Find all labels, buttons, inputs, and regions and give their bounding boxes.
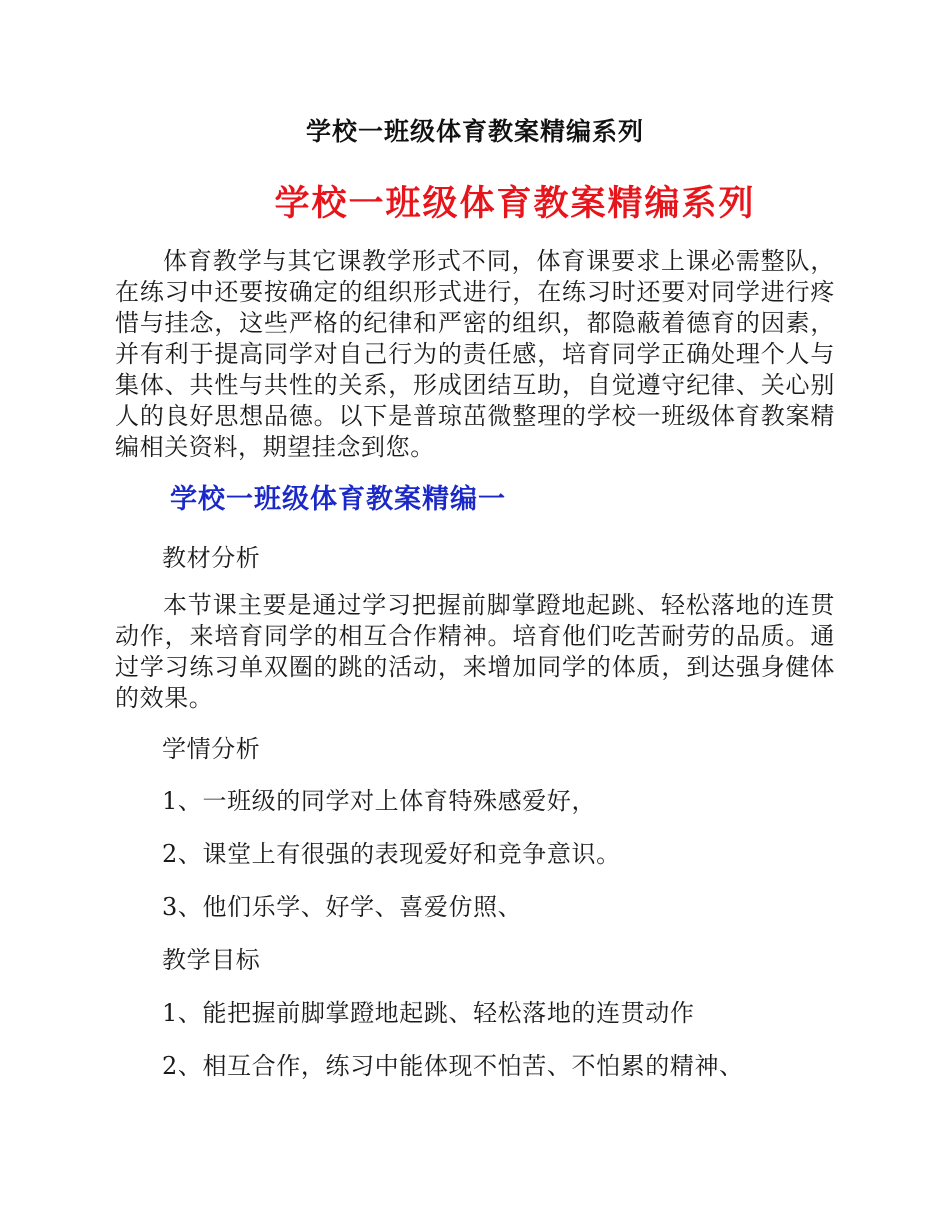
list-item: 3、他们乐学、好学、喜爱仿照、 [162,893,523,921]
material-analysis-heading: 教材分析 [162,544,261,572]
intro-paragraph: 体育教学与其它课教学形式不同，体育课要求上课必需整队，在练习中还要按确定的组织形式进行，在练习时还要对同学进行疼惜与挂念，这些严格的纪律和严密的组织，都隐蔽着德育的因素，并有利于提高同学对自己行为的责任感，培育同学正确处理个人与集体、共性与共性的关系，形成团结互助，自觉遵守纪律、关心别人的良好思想品德。以下是普琼茁微整理的学校一班级体育教案精编相关资料，期望挂念到您。 [115,247,835,461]
list-item: 1、一班级的同学对上体育特殊感爱好， [162,787,597,815]
section-title: 学校一班级体育教案精编一 [170,484,506,515]
material-analysis-paragraph: 本节课主要是通过学习把握前脚掌蹬地起跳、轻松落地的连贯动作，来培育同学的相互合作精神。培育他们吃苦耐劳的品质。通过学习练习单双圈的跳的活动，来增加同学的体质，到达强身健体的效果。 [115,591,835,712]
student-analysis-heading: 学情分析 [162,735,261,763]
page-header-title: 学校一班级体育教案精编系列 [305,117,644,146]
document-title: 学校一班级体育教案精编系列 [274,183,756,224]
list-item: 2、相互合作，练习中能体现不怕苦、不怕累的精神、 [162,1052,744,1080]
teaching-goals-heading: 教学目标 [162,946,261,974]
list-item: 1、能把握前脚掌蹬地起跳、轻松落地的连贯动作 [162,999,695,1027]
list-item: 2、课堂上有很强的表现爱好和竞争意识。 [162,840,621,868]
